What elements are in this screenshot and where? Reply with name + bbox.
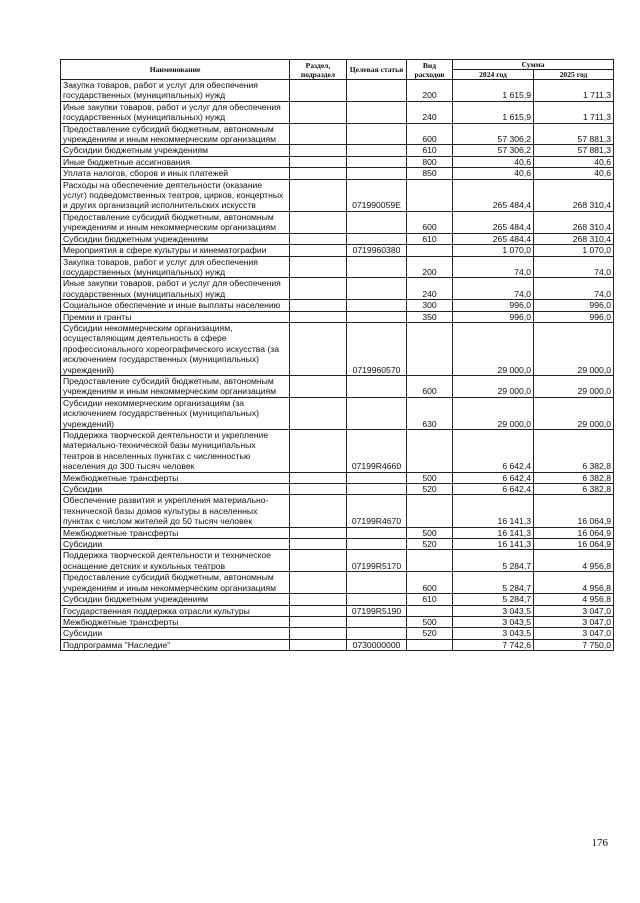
- table-row: [61, 80, 614, 102]
- row-sum-2024: 1 615,9: [453, 101, 534, 123]
- row-expense-kind: 520: [407, 628, 453, 639]
- row-target-article: [347, 101, 407, 123]
- row-name: Субсидии бюджетным учреждениям: [61, 233, 290, 244]
- table-row: [61, 572, 614, 594]
- row-sum-2024: 5 284,7: [453, 594, 534, 605]
- row-expense-kind: 600: [407, 123, 453, 145]
- row-expense-kind: [407, 430, 453, 473]
- row-expense-kind: 850: [407, 168, 453, 179]
- row-name: Закупка товаров, работ и услуг для обеспечения государственных (муниципальных) нужд: [61, 80, 290, 102]
- table-row: [61, 616, 614, 627]
- row-expense-kind: 300: [407, 300, 453, 311]
- table-row: [61, 211, 614, 233]
- row-section: [290, 168, 347, 179]
- row-sum-2025: 268 310,4: [534, 179, 614, 211]
- row-sum-2024: 40,6: [453, 156, 534, 167]
- table-body: [61, 80, 614, 651]
- row-section: [290, 80, 347, 102]
- row-sum-2025: 1 711,3: [534, 80, 614, 102]
- row-expense-kind: [407, 245, 453, 256]
- row-sum-2024: 3 043,5: [453, 605, 534, 616]
- row-sum-2024: 1 070,0: [453, 245, 534, 256]
- row-section: [290, 322, 347, 375]
- row-name: Межбюджетные трансферты: [61, 616, 290, 627]
- row-section: [290, 278, 347, 300]
- row-section: [290, 375, 347, 397]
- header-kind: Вид расходов: [407, 60, 453, 80]
- row-name: Субсидии: [61, 628, 290, 639]
- row-sum-2024: 16 141,3: [453, 539, 534, 550]
- row-sum-2024: 6 642,4: [453, 472, 534, 483]
- row-sum-2024: 265 484,4: [453, 233, 534, 244]
- row-name: Премии и гранты: [61, 311, 290, 322]
- table-row: [61, 145, 614, 156]
- table-row: [61, 527, 614, 538]
- row-target-article: [347, 300, 407, 311]
- row-sum-2024: 7 742,6: [453, 639, 534, 650]
- header-sum: Сумма: [453, 60, 614, 70]
- row-sum-2025: 16 064,9: [534, 539, 614, 550]
- row-section: [290, 527, 347, 538]
- row-sum-2025: 40,6: [534, 168, 614, 179]
- row-section: [290, 539, 347, 550]
- row-name: Предоставление субсидий бюджетным, автономным учреждениям и иным некоммерческим организациям: [61, 572, 290, 594]
- page-number: 176: [591, 837, 608, 849]
- row-name: Межбюджетные трансферты: [61, 527, 290, 538]
- row-section: [290, 550, 347, 572]
- row-name: Мероприятия в сфере культуры и кинематографии: [61, 245, 290, 256]
- table-row: [61, 550, 614, 572]
- table-row: [61, 256, 614, 278]
- row-section: [290, 616, 347, 627]
- row-sum-2025: 1 070,0: [534, 245, 614, 256]
- row-name: Обеспечение развития и укрепления материально-технической базы домов культуры в населенных пунктах с числом жителей до 50 тысяч человек: [61, 495, 290, 527]
- row-sum-2024: 16 141,3: [453, 527, 534, 538]
- row-name: Предоставление субсидий бюджетным, автономным учреждениям и иным некоммерческим организациям: [61, 211, 290, 233]
- header-year-2025: 2025 год: [534, 70, 614, 80]
- header-year-2024: 2024 год: [453, 70, 534, 80]
- row-section: [290, 572, 347, 594]
- row-name: Поддержка творческой деятельности и техническое оснащение детских и кукольных театров: [61, 550, 290, 572]
- row-target-article: [347, 80, 407, 102]
- row-name: Государственная поддержка отрасли культуры: [61, 605, 290, 616]
- row-sum-2025: 16 064,9: [534, 527, 614, 538]
- row-section: [290, 397, 347, 429]
- table-row: [61, 375, 614, 397]
- row-expense-kind: 610: [407, 594, 453, 605]
- table-row: [61, 594, 614, 605]
- row-sum-2024: 265 484,4: [453, 211, 534, 233]
- row-target-article: [347, 233, 407, 244]
- row-target-article: 07199R4670: [347, 495, 407, 527]
- row-sum-2024: 5 284,7: [453, 550, 534, 572]
- row-sum-2025: 1 711,3: [534, 101, 614, 123]
- row-expense-kind: 500: [407, 472, 453, 483]
- row-target-article: 0719960570: [347, 322, 407, 375]
- row-sum-2025: 996,0: [534, 311, 614, 322]
- row-expense-kind: 610: [407, 145, 453, 156]
- row-target-article: [347, 572, 407, 594]
- table-row: [61, 123, 614, 145]
- row-sum-2024: 265 484,4: [453, 179, 534, 211]
- row-sum-2024: 3 043,5: [453, 628, 534, 639]
- table-row: [61, 156, 614, 167]
- row-target-article: 07199R5170: [347, 550, 407, 572]
- row-expense-kind: 600: [407, 572, 453, 594]
- row-target-article: [347, 278, 407, 300]
- row-expense-kind: 500: [407, 616, 453, 627]
- row-target-article: 0719960380: [347, 245, 407, 256]
- table-header: [61, 60, 614, 80]
- row-target-article: [347, 484, 407, 495]
- header-name: Наименование: [61, 60, 290, 80]
- row-sum-2024: 6 642,4: [453, 484, 534, 495]
- row-target-article: [347, 311, 407, 322]
- row-section: [290, 101, 347, 123]
- row-sum-2025: 7 750,0: [534, 639, 614, 650]
- row-name: Поддержка творческой деятельности и укрепление материально-технической базы муниципальных театров в населенных пунктах с численностью населения до 300 тысяч человек: [61, 430, 290, 473]
- row-section: [290, 495, 347, 527]
- row-sum-2024: 1 615,9: [453, 80, 534, 102]
- row-name: Субсидии бюджетным учреждениям: [61, 145, 290, 156]
- row-section: [290, 472, 347, 483]
- row-sum-2025: 16 064,9: [534, 495, 614, 527]
- row-name: Иные закупки товаров, работ и услуг для обеспечения государственных (муниципальных) нужд: [61, 278, 290, 300]
- row-expense-kind: 350: [407, 311, 453, 322]
- row-sum-2024: 996,0: [453, 311, 534, 322]
- table-row: [61, 495, 614, 527]
- row-expense-kind: 600: [407, 211, 453, 233]
- table-row: [61, 322, 614, 375]
- table-row: [61, 311, 614, 322]
- row-sum-2024: 74,0: [453, 256, 534, 278]
- row-sum-2024: 57 306,2: [453, 145, 534, 156]
- row-expense-kind: 630: [407, 397, 453, 429]
- row-name: Межбюджетные трансферты: [61, 472, 290, 483]
- row-expense-kind: [407, 550, 453, 572]
- table-row: [61, 605, 614, 616]
- row-expense-kind: 520: [407, 539, 453, 550]
- table-row: [61, 472, 614, 483]
- row-sum-2025: 3 047,0: [534, 616, 614, 627]
- row-name: Иные бюджетные ассигнования: [61, 156, 290, 167]
- row-sum-2025: 4 956,8: [534, 572, 614, 594]
- row-expense-kind: 520: [407, 484, 453, 495]
- row-name: Субсидии: [61, 539, 290, 550]
- row-expense-kind: 600: [407, 375, 453, 397]
- row-expense-kind: 240: [407, 278, 453, 300]
- row-sum-2024: 29 000,0: [453, 397, 534, 429]
- row-target-article: 071990059E: [347, 179, 407, 211]
- row-target-article: [347, 123, 407, 145]
- row-target-article: 0730000000: [347, 639, 407, 650]
- row-sum-2025: 74,0: [534, 278, 614, 300]
- row-target-article: [347, 156, 407, 167]
- row-sum-2025: 29 000,0: [534, 322, 614, 375]
- row-name: Расходы на обеспечение деятельности (оказание услуг) подведомственных театров, цирков, концертных и других организаций исполнительских искусств: [61, 179, 290, 211]
- row-sum-2024: 5 284,7: [453, 572, 534, 594]
- row-sum-2024: 6 642,4: [453, 430, 534, 473]
- row-expense-kind: [407, 179, 453, 211]
- row-target-article: [347, 375, 407, 397]
- row-name: Предоставление субсидий бюджетным, автономным учреждениям и иным некоммерческим организациям: [61, 375, 290, 397]
- row-name: Уплата налогов, сборов и иных платежей: [61, 168, 290, 179]
- row-target-article: [347, 527, 407, 538]
- row-section: [290, 233, 347, 244]
- row-expense-kind: [407, 322, 453, 375]
- row-section: [290, 256, 347, 278]
- row-section: [290, 245, 347, 256]
- row-sum-2024: 74,0: [453, 278, 534, 300]
- row-section: [290, 179, 347, 211]
- row-section: [290, 628, 347, 639]
- row-expense-kind: 240: [407, 101, 453, 123]
- row-target-article: [347, 472, 407, 483]
- row-expense-kind: 500: [407, 527, 453, 538]
- row-section: [290, 430, 347, 473]
- row-name: Субсидии некоммерческим организациям, осуществляющим деятельность в сфере профессионального хореографического искусства (за исключением государственных (муниципальных) учреждений): [61, 322, 290, 375]
- row-sum-2025: 6 382,8: [534, 430, 614, 473]
- row-sum-2025: 268 310,4: [534, 233, 614, 244]
- row-target-article: 07199R4660: [347, 430, 407, 473]
- row-name: Подпрограмма "Наследие": [61, 639, 290, 650]
- row-target-article: [347, 594, 407, 605]
- row-name: Иные закупки товаров, работ и услуг для обеспечения государственных (муниципальных) нужд: [61, 101, 290, 123]
- row-name: Предоставление субсидий бюджетным, автономным учреждениям и иным некоммерческим организациям: [61, 123, 290, 145]
- row-sum-2025: 74,0: [534, 256, 614, 278]
- table-row: [61, 278, 614, 300]
- row-target-article: [347, 539, 407, 550]
- row-target-article: [347, 211, 407, 233]
- row-section: [290, 639, 347, 650]
- row-section: [290, 484, 347, 495]
- row-section: [290, 211, 347, 233]
- header-section: Раздел, подраздел: [290, 60, 347, 80]
- row-sum-2025: 996,0: [534, 300, 614, 311]
- row-name: Субсидии некоммерческим организациям (за исключением государственных (муниципальных) учреждений): [61, 397, 290, 429]
- row-section: [290, 123, 347, 145]
- table-row: [61, 639, 614, 650]
- row-sum-2025: 3 047,0: [534, 605, 614, 616]
- table-row: [61, 179, 614, 211]
- row-target-article: 07199R5190: [347, 605, 407, 616]
- row-sum-2025: 57 881,3: [534, 145, 614, 156]
- row-target-article: [347, 397, 407, 429]
- row-sum-2025: 4 956,8: [534, 594, 614, 605]
- row-sum-2025: 40,6: [534, 156, 614, 167]
- table-row: [61, 430, 614, 473]
- table-row: [61, 300, 614, 311]
- row-target-article: [347, 616, 407, 627]
- row-sum-2025: 3 047,0: [534, 628, 614, 639]
- budget-table: [60, 59, 614, 651]
- row-expense-kind: 200: [407, 80, 453, 102]
- table-row: [61, 484, 614, 495]
- row-sum-2024: 29 000,0: [453, 375, 534, 397]
- row-section: [290, 300, 347, 311]
- row-name: Субсидии: [61, 484, 290, 495]
- row-sum-2025: 268 310,4: [534, 211, 614, 233]
- row-expense-kind: [407, 495, 453, 527]
- row-name: Субсидии бюджетным учреждениям: [61, 594, 290, 605]
- table-row: [61, 397, 614, 429]
- row-sum-2024: 40,6: [453, 168, 534, 179]
- table-row: [61, 539, 614, 550]
- row-expense-kind: 610: [407, 233, 453, 244]
- row-sum-2025: 57 881,3: [534, 123, 614, 145]
- row-sum-2025: 29 000,0: [534, 397, 614, 429]
- row-section: [290, 145, 347, 156]
- row-sum-2024: 3 043,5: [453, 616, 534, 627]
- row-sum-2024: 996,0: [453, 300, 534, 311]
- row-sum-2025: 6 382,8: [534, 484, 614, 495]
- row-sum-2025: 4 956,8: [534, 550, 614, 572]
- row-sum-2024: 57 306,2: [453, 123, 534, 145]
- row-section: [290, 311, 347, 322]
- table-row: [61, 168, 614, 179]
- table-row: [61, 628, 614, 639]
- row-sum-2025: 6 382,8: [534, 472, 614, 483]
- row-section: [290, 156, 347, 167]
- row-section: [290, 594, 347, 605]
- header-target: Целевая статья: [347, 60, 407, 80]
- table-row: [61, 245, 614, 256]
- row-name: Социальное обеспечение и иные выплаты населению: [61, 300, 290, 311]
- row-target-article: [347, 628, 407, 639]
- row-expense-kind: [407, 605, 453, 616]
- table-row: [61, 101, 614, 123]
- row-target-article: [347, 256, 407, 278]
- row-sum-2024: 29 000,0: [453, 322, 534, 375]
- table-row: [61, 233, 614, 244]
- row-expense-kind: [407, 639, 453, 650]
- row-section: [290, 605, 347, 616]
- row-target-article: [347, 168, 407, 179]
- row-sum-2025: 29 000,0: [534, 375, 614, 397]
- row-target-article: [347, 145, 407, 156]
- row-sum-2024: 16 141,3: [453, 495, 534, 527]
- row-expense-kind: 800: [407, 156, 453, 167]
- row-name: Закупка товаров, работ и услуг для обеспечения государственных (муниципальных) нужд: [61, 256, 290, 278]
- row-expense-kind: 200: [407, 256, 453, 278]
